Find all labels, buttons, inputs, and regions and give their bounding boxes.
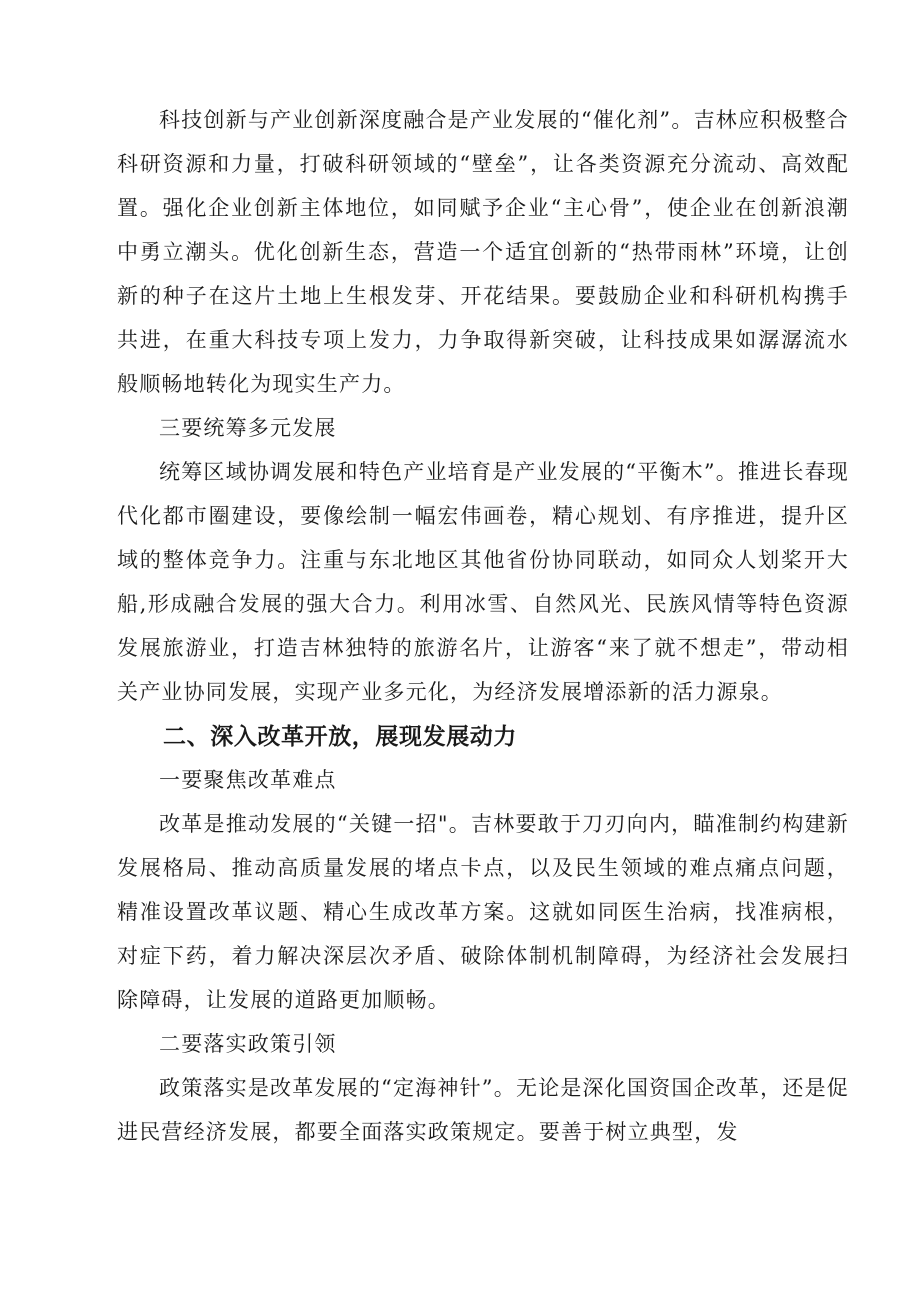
- paragraph-reform-key: 改革是推动发展的“关键一招"。吉林要敢于刀刃向内，瞄准制约构建新发展格局、推动高质量发展的堵点卡点，以及民生领域的难点痛点问题，精准设置改革议题、精心生成改革方案。这就如同医生治病，找准病根，对症下药，着力解决深层次矛盾、破除体制机制障碍，为经济社会发展扫除障碍，让发展的道路更加顺畅。: [117, 812, 849, 1012]
- section-heading-reform-opening: 二、深入改革开放，展现发展动力: [163, 724, 517, 750]
- subheading-reform-difficulties: 一要聚焦改革难点: [159, 768, 337, 792]
- document-body: [117, 98, 849, 1154]
- paragraph-tech-innovation: 科技创新与产业创新深度融合是产业发展的“催化剂”。吉林应积极整合科研资源和力量，打破科研领域的“壁垒”，让各类资源充分流动、高效配置。强化企业创新主体地位，如同赋予企业“主心骨”，使企业在创新浪潮中勇立潮头。优化创新生态，营造一个适宜创新的“热带雨林”环境，让创新的种子在这片土地上生根发芽、开花结果。要鼓励企业和科研机构携手共进，在重大科技专项上发力，力争取得新突破，让科技成果如潺潺流水般顺畅地转化为现实生产力。: [117, 108, 849, 396]
- paragraph-regional-coordination: 统筹区域协调发展和特色产业培育是产业发展的“平衡木”。推进长春现代化都市圈建设，要像绘制一幅宏伟画卷，精心规划、有序推进，提升区域的整体竞争力。注重与东北地区其他省份协同联动，如同众人划桨开大船,形成融合发展的强大合力。利用冰雪、自然风光、民族风情等特色资源发展旅游业，打造吉林独特的旅游名片，让游客“来了就不想走”，带动相关产业协同发展，实现产业多元化，为经济发展增添新的活力源泉。: [117, 460, 849, 704]
- paragraph-policy-implementation: 政策落实是改革发展的“定海神针”。无论是深化国资国企改革，还是促进民营经济发展，都要全面落实政策规定。要善于树立典型，发: [117, 1076, 849, 1144]
- subheading-policy-guidance: 二要落实政策引领: [159, 1032, 337, 1056]
- subheading-coordinate-development: 三要统筹多元发展: [159, 416, 337, 440]
